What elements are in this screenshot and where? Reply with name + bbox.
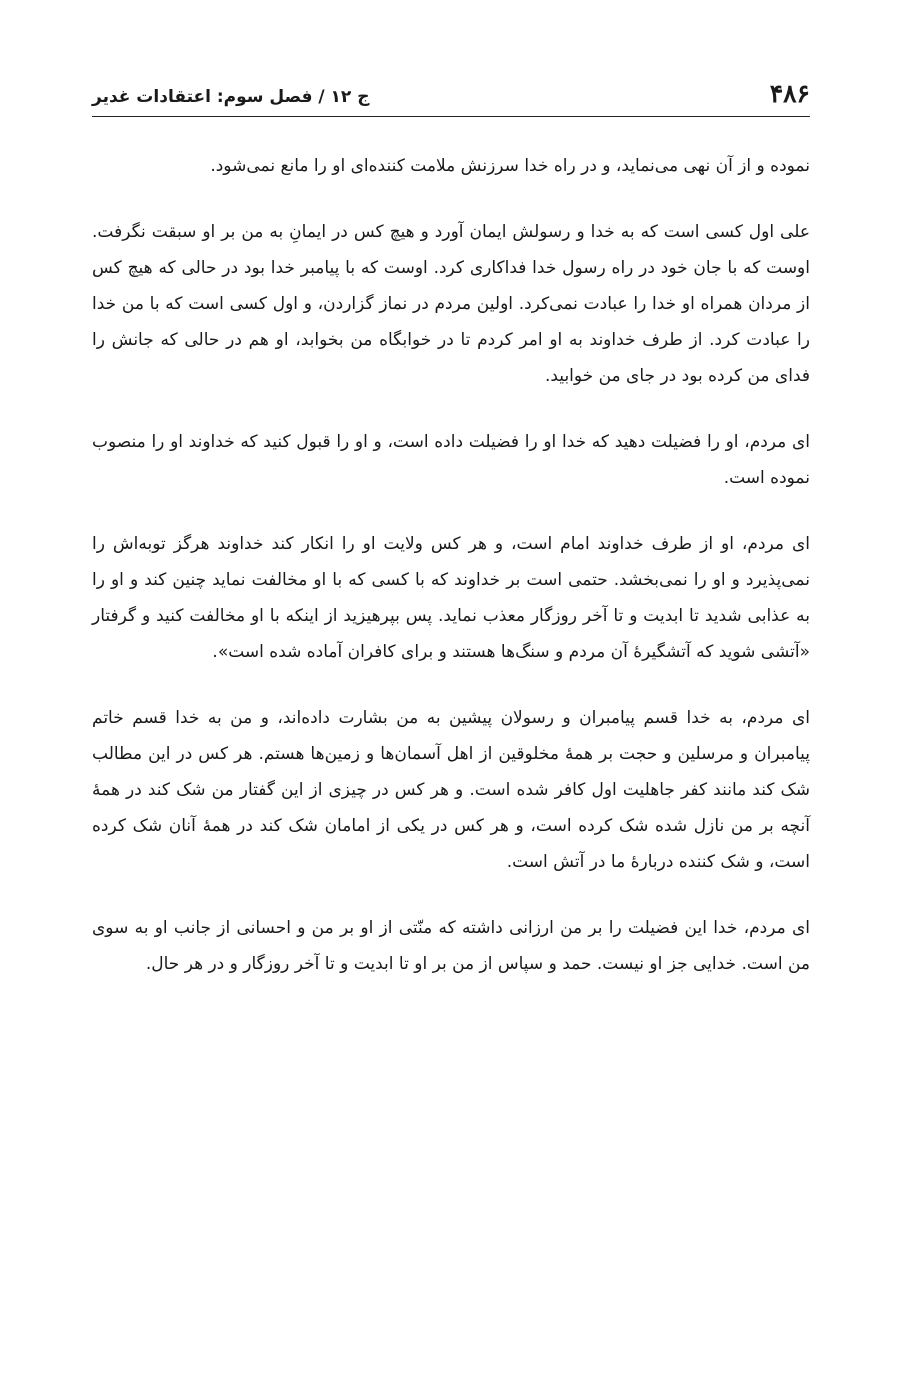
paragraph: ای مردم، به خدا قسم پیامبران و رسولان پیشین به من بشارت داده‌اند، و من به خدا قسم خاتم پیامبران و مرسلین و حجت بر همهٔ مخلوقین از اهل آسمان‌ها و زمین‌ها هستم. هر کس در این مطالب شک کند مانند کفر جاهلیت اول کافر شده است. و هر کس در چیزی از این گفتار من شک کند در همهٔ آنچه بر من نازل شده شک کرده است، و هر کس در یکی از امامان شک کند در همهٔ آنان شک کرده است، و شک کننده دربارهٔ ما در آتش است. xyxy=(92,708,810,872)
paragraph: علی اول کسی است که به خدا و رسولش ایمان آورد و هیچ کس در ایمانِ به من بر او سبقت نگرفت. اوست که با جان خود در راه رسول خدا فداکاری کرد. اوست که با پیامبر خدا بود در حالی که هیچ کس از مردان همراه او خدا را عبادت نمی‌کرد. اولین مردم در نماز گزاردن، و اول کسی است که با من خدا را عبادت کرد. از طرف خداوند به او امر کردم تا در خوابگاه من بخوابد، او هم در حالی که جانش را فدای من کرده بود در جای من خوابید. xyxy=(92,222,810,386)
header-divider xyxy=(92,116,810,117)
paragraph: ای مردم، او را فضیلت دهید که خدا او را فضیلت داده است، و او را قبول کنید که خداوند او را منصوب نموده است. xyxy=(92,432,810,488)
running-title: ج ۱۲ / فصل سوم: اعتقادات غدیر xyxy=(92,87,370,107)
body-text xyxy=(92,148,810,1012)
paragraph: نموده و از آن نهی می‌نماید، و در راه خدا سرزنش ملامت کننده‌ای او را مانع نمی‌شود. xyxy=(210,156,810,176)
paragraph: ای مردم، خدا این فضیلت را بر من ارزانی داشته که منّتی از او بر من و احسانی از جانب او به سوی من است. خدایی جز او نیست. حمد و سپاس از من بر او تا ابدیت و تا آخر روزگار و در هر حال. xyxy=(92,918,810,974)
running-header xyxy=(92,70,810,106)
paragraph: ای مردم، او از طرف خداوند امام است، و هر کس ولایت او را انکار کند خداوند هرگز توبه‌اش را نمی‌پذیرد و او را نمی‌بخشد. حتمی است بر خداوند که با کسی که با او مخالفت نماید چنین کند و او را به عذابی شدید تا ابدیت و تا آخر روزگار معذب نماید. پس بپرهیزید از اینکه با او مخالفت کنید و گرفتار «آتشی شوید که آتشگیرهٔ آن مردم و سنگ‌ها هستند و برای کافران آماده شده است». xyxy=(92,534,810,662)
book-page xyxy=(92,0,810,1390)
page-number: ۴۸۶ xyxy=(769,79,810,108)
